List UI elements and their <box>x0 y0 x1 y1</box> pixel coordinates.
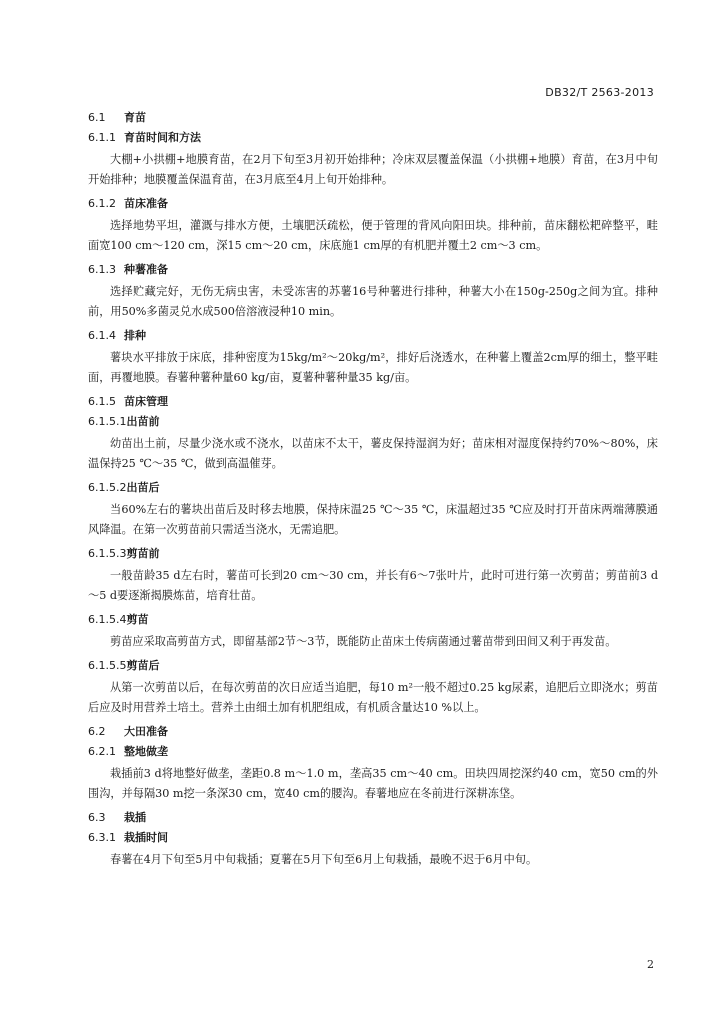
section-heading: 6.1.5 苗床管理 <box>88 395 168 408</box>
paragraph: 选择地势平坦，灌溉与排水方便，土壤肥沃疏松，便于管理的背风向阳田块。排种前，苗床翻松耙碎整平，畦面宽100 cm～120 cm，深15 cm～20 cm，床底施1 cm厚的有机肥并覆土2 cm～3 cm。 <box>88 219 658 252</box>
paragraph: 大棚+小拱棚+地膜育苗，在2月下旬至3月初开始排种；冷床双层覆盖保温（小拱棚+地膜）育苗，在3月中旬开始排种；地膜覆盖保温育苗，在3月底至4月上旬开始排种。 <box>88 153 658 186</box>
section-heading: 6.1 育苗 <box>88 111 146 124</box>
paragraph: 从第一次剪苗以后，在每次剪苗的次日应适当追肥，每10 m²一般不超过0.25 kg尿素，追肥后立即浇水；剪苗后应及时用营养土培土。营养土由细土加有机肥组成，有机质含量达10 %以上。 <box>88 681 658 714</box>
paragraph: 薯块水平排放于床底，排种密度为15kg/m²～20kg/m²，排好后浇透水，在种薯上覆盖2cm厚的细土，整平畦面，再覆地膜。春薯种薯种量60 kg/亩，夏薯种薯种量35 kg/亩。 <box>88 351 658 384</box>
section-heading: 6.2 大田准备 <box>88 725 168 738</box>
paragraph: 栽插前3 d将地整好做垄，垄距0.8 m～1.0 m，垄高35 cm～40 cm。田块四周挖深约40 cm，宽50 cm的外围沟，并每隔30 m挖一条深30 cm，宽40 cm的腰沟。春薯地应在冬前进行深耕冻垡。 <box>88 767 658 800</box>
section-heading: 6.3 栽插 <box>88 811 146 824</box>
section-heading: 6.2.1 整地做垄 <box>88 745 168 758</box>
section-heading: 6.3.1 栽插时间 <box>88 831 168 844</box>
section-heading: 6.1.5.2出苗后 <box>88 481 160 494</box>
section-heading: 6.1.3 种薯准备 <box>88 263 168 276</box>
section-heading: 6.1.1 育苗时间和方法 <box>88 131 201 144</box>
page-number: 2 <box>647 958 654 971</box>
paragraph: 一般苗龄35 d左右时，薯苗可长到20 cm～30 cm，并长有6～7张叶片，此时可进行第一次剪苗；剪苗前3 d～5 d要逐渐揭膜炼苗，培育壮苗。 <box>88 569 658 602</box>
section-heading: 6.1.4 排种 <box>88 329 146 342</box>
section-heading: 6.1.5.5剪苗后 <box>88 659 160 672</box>
document-code: DB32/T 2563-2013 <box>545 86 654 99</box>
paragraph: 剪苗应采取高剪苗方式，即留基部2节～3节，既能防止苗床土传病菌通过薯苗带到田间又利于再发苗。 <box>110 635 617 648</box>
paragraph: 春薯在4月下旬至5月中旬栽插；夏薯在5月下旬至6月上旬栽插，最晚不迟于6月中旬。 <box>110 853 538 866</box>
section-heading: 6.1.5.4剪苗 <box>88 613 149 626</box>
paragraph: 幼苗出土前，尽量少浇水或不浇水，以苗床不太干，薯皮保持湿润为好；苗床相对湿度保持约70%～80%，床温保持25 ℃～35 ℃，做到高温催芽。 <box>88 437 658 470</box>
document-body <box>88 110 658 876</box>
section-heading: 6.1.2 苗床准备 <box>88 197 168 210</box>
paragraph: 当60%左右的薯块出苗后及时移去地膜，保持床温25 ℃～35 ℃，床温超过35 ℃应及时打开苗床两端薄膜通风降温。在第一次剪苗前只需适当浇水，无需追肥。 <box>88 503 658 536</box>
paragraph: 选择贮藏完好，无伤无病虫害，未受冻害的苏薯16号种薯进行排种，种薯大小在150g-250g之间为宜。排种前，用50%多菌灵兑水成500倍溶液浸种10 min。 <box>88 285 658 318</box>
section-heading: 6.1.5.1出苗前 <box>88 415 160 428</box>
section-heading: 6.1.5.3剪苗前 <box>88 547 160 560</box>
